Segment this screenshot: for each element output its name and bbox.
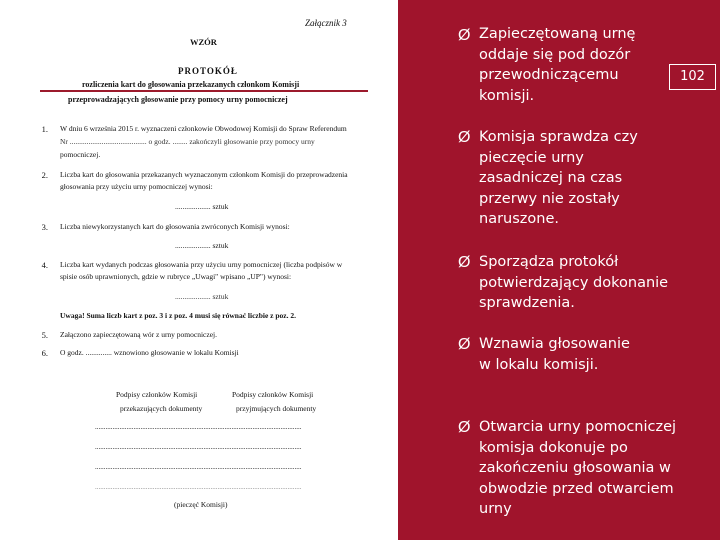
- item-number: 1.: [41, 124, 48, 134]
- signature-line: ......................................................................................................................: [95, 423, 302, 431]
- signature-left-label: przekazujących dokumenty: [120, 404, 203, 413]
- item-line: W dniu 6 września 2015 r. wyznaczeni członkowie Obwodowej Komisji do Spraw Referendum: [60, 124, 347, 133]
- item-number: 6.: [41, 348, 48, 358]
- arrow-bullet-icon: Ø: [458, 254, 471, 271]
- item-line: Liczba kart wydanych podczas głosowania przy użyciu urny pomocniczej (liczba podpisów w: [60, 260, 343, 269]
- template-label: WZÓR: [190, 37, 217, 47]
- document-subtitle-2: przeprowadzających głosowanie przy pomocy urny pomocniczej: [68, 95, 288, 104]
- item-number: 5.: [41, 330, 48, 340]
- bullet-text: Otwarcia urny pomocniczej komisja dokonuje po zakończeniu głosowania w obwodzie przed otwarciem urny: [479, 419, 677, 517]
- page-number-badge: 102: [669, 64, 716, 90]
- item-line: Załączono zapieczętowaną wór z urny pomocniczej.: [60, 330, 218, 339]
- item-line: O godz. .............. wznowiono głosowanie w lokalu Komisji: [60, 348, 239, 357]
- bullet-text: Komisja sprawdza czy pieczęcie urny zasadniczej na czas przerwy nie zostały naruszone.: [479, 129, 638, 227]
- item-line: głosowania przy użyciu urny pomocniczej wynosi:: [60, 182, 213, 191]
- item-line: spisie osób uprawnionych, gdzie w rubryce „Uwagi" wpisano „UP") wynosi:: [60, 272, 292, 281]
- signature-line: ......................................................................................................................: [95, 443, 302, 451]
- arrow-bullet-icon: Ø: [458, 129, 471, 146]
- attachment-label: Załącznik 3: [305, 18, 347, 28]
- signature-line: ......................................................................................................................: [95, 463, 302, 471]
- signature-left-label: Podpisy członków Komisji: [116, 390, 198, 399]
- arrow-bullet-icon: Ø: [458, 336, 471, 353]
- item-value: ................... sztuk: [175, 202, 229, 211]
- item-value: ................... sztuk: [175, 241, 229, 250]
- item-line: Nr ......................................... o godz. ........ zakończyli głosowanie przy pomocy urny: [60, 137, 315, 146]
- signature-right-label: Podpisy członków Komisji: [232, 390, 314, 399]
- item-value: ................... sztuk: [175, 292, 229, 301]
- document-subtitle-1: rozliczenia kart do głosowania przekazanych członkom Komisji: [82, 80, 300, 89]
- arrow-bullet-icon: Ø: [458, 27, 471, 44]
- signature-right-label: przyjmujących dokumenty: [236, 404, 317, 413]
- bullet-text: Zapieczętowaną urnę oddaje się pod dozór przewodniczącemu komisji.: [479, 26, 636, 104]
- stamp-label: (pieczęć Komisji): [174, 500, 228, 509]
- item-line: Liczba kart do głosowania przekazanych wyznaczonym członkom Komisji do przeprowadzenia: [60, 170, 348, 179]
- red-underline: [40, 90, 368, 92]
- item-number: 3.: [41, 222, 48, 232]
- bullet-text: Sporządza protokół potwierdzający dokonanie sprawdzenia.: [479, 254, 669, 311]
- item-line: Liczba niewykorzystanych kart do głosowania zwróconych Komisji wynosi:: [60, 222, 290, 231]
- bullet-text: Wznawia głosowanie w lokalu komisji.: [479, 336, 630, 373]
- item-number: 4.: [41, 260, 48, 270]
- item-line: pomocniczej.: [60, 150, 101, 159]
- item-number: 2.: [41, 170, 48, 180]
- arrow-bullet-icon: Ø: [458, 419, 471, 436]
- signature-line: ......................................................................................................................: [95, 483, 302, 491]
- warning-note: Uwaga! Suma liczb kart z poz. 3 i z poz. 4 musi się równać liczbie z poz. 2.: [60, 311, 297, 320]
- document-title: PROTOKÓŁ: [178, 66, 238, 76]
